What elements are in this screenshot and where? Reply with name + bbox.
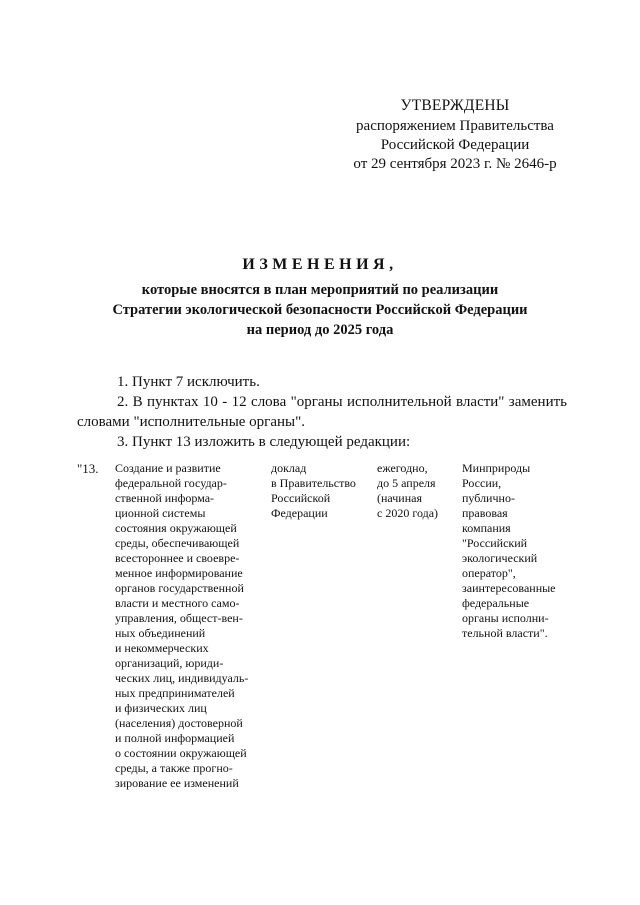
amendment-item-3: 3. Пункт 13 изложить в следующей редакции: [117, 434, 411, 450]
row-number: "13. [77, 461, 99, 476]
approval-line-1: распоряжением Правительства [356, 118, 554, 134]
approval-block [300, 96, 610, 174]
approval-line-2: Российской Федерации [380, 137, 530, 153]
row-deadline: ежегодно, до 5 апреля (начиная с 2020 года) [377, 461, 439, 520]
amendment-item-1: 1. Пункт 7 исключить. [117, 374, 260, 390]
approval-date-line: от 29 сентября 2023 г. № 2646-р [353, 156, 557, 172]
amendment-item-2: 2. В пунктах 10 - 12 слова "органы исполнительной власти" заменить словами "исполнительные органы". [77, 394, 567, 430]
row-report-type: доклад в Правительство Российской Федерации [271, 461, 356, 520]
heading-subtitle-line-2: Стратегии экологической безопасности Российской Федерации [112, 302, 528, 318]
heading-subtitle-line-1: которые вносятся в план мероприятий по реализации [141, 282, 499, 298]
heading-subtitle-line-3: на период до 2025 года [246, 322, 394, 338]
approval-title: УТВЕРЖДЕНЫ [400, 97, 510, 114]
heading-title: ИЗМЕНЕНИЯ, [242, 256, 398, 273]
row-responsible: Минприроды России, публично- правовая компания "Российский экологический оператор", заинтересованные федеральные органы исполни- тельной власти". [462, 461, 556, 640]
document-heading [60, 256, 580, 340]
row-description: Создание и развитие федеральной государ- ственной информа- ционной системы состояния окружающей среды, обеспечивающей всестороннее и своевре- менное информирование органов государственной власти и местного само- управления, общест-вен- ных объединений и некоммерческих организаций, юриди- ческих лиц, индивидуаль- ных предпринимателей и физических лиц (населения) достоверной и полной информацией о состоянии окружающей среды, а также прогно- зирование ее изменений [115, 461, 249, 790]
amendment-items [77, 372, 567, 452]
